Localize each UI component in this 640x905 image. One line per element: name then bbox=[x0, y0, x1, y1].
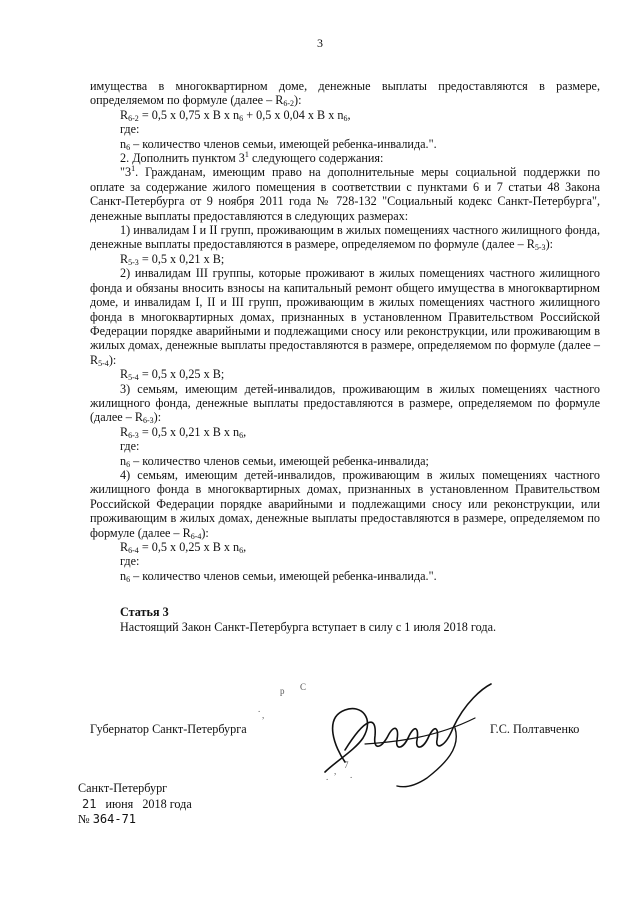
date-month: июня bbox=[105, 797, 134, 811]
svg-text:р: р bbox=[280, 686, 285, 696]
article-heading: Статья 3 bbox=[120, 605, 169, 620]
governor-name: Г.С. Полтавченко bbox=[490, 722, 580, 736]
page-number: 3 bbox=[317, 36, 323, 50]
date-day: 21 bbox=[82, 797, 97, 811]
svg-text:.: . bbox=[350, 770, 353, 780]
paragraph: $n_6$ – количество членов семьи, имеющей ребенка-инвалида; bbox=[120, 453, 429, 469]
paragraph: $n_6$ – количество членов семьи, имеющей ребенка-инвалида.". bbox=[120, 568, 437, 584]
paragraph: где: bbox=[120, 439, 140, 454]
date-year: 2018 года bbox=[142, 797, 192, 811]
paragraph: 1) инвалидам I и II групп, проживающим в жилых помещениях частного жилищного фонда, денежные выплаты предоставляются в размере, определяемом по формуле (далее – $R_{5-3}$): bbox=[90, 223, 600, 253]
paragraph: где: bbox=[120, 122, 140, 137]
signing-city: Санкт-Петербург bbox=[78, 781, 168, 795]
svg-text:.: . bbox=[326, 772, 329, 782]
svg-text:7: 7 bbox=[344, 760, 349, 770]
law-number-prefix: № bbox=[78, 812, 90, 826]
paragraph: $n_6$ – количество членов семьи, имеющей ребенка-инвалида.". bbox=[120, 136, 437, 152]
paragraph: 3) семьям, имеющим детей-инвалидов, проживающим в жилых помещениях частного жилищного фонда, денежные выплаты предоставляются в размере, определяемом по формуле (далее – $R_{6-3}$): bbox=[90, 381, 600, 426]
paragraph: $R_{6-3} = 0,5$ х 0,21 х В х $n_6$, bbox=[120, 424, 247, 440]
governor-signature bbox=[305, 678, 505, 798]
paragraph: 2. Дополнить пунктом $3^1$ следующего содержания: bbox=[120, 150, 384, 166]
document-body bbox=[90, 79, 600, 634]
paragraph: где: bbox=[120, 554, 140, 569]
governor-title: Губернатор Санкт-Петербурга bbox=[90, 722, 247, 736]
signing-date bbox=[82, 797, 192, 812]
paragraph: имущества в многоквартирном доме, денежные выплаты предоставляются в размере, определяемом по формуле (далее – $R_{6-2}$): bbox=[90, 79, 600, 109]
paragraph: "$3^1$. Гражданам, имеющим право на дополнительные меры социальной поддержки по оплате за содержание жилого помещения в соответствии с пунктами 6 и 7 статьи 48 Закона Санкт-Петербурга от 9 ноября 2011 года № 728-132 "Социальный кодекс Санкт-Петербурга", денежные выплаты предоставляются в следующих размерах: bbox=[90, 164, 600, 223]
paragraph: $R_{5-4} = 0,5$ х 0,25 х В; bbox=[120, 367, 225, 383]
law-number bbox=[78, 812, 136, 827]
svg-text:С: С bbox=[300, 682, 307, 692]
paragraph: $R_{6-2} = 0,5$ х 0,75 х В х $n_6 + 0,5$ х 0,04 х В х $n_6$, bbox=[120, 107, 351, 123]
paragraph: $R_{5-3} = 0,5$ х 0,21 х В; bbox=[120, 251, 225, 267]
svg-text:,: , bbox=[334, 766, 337, 776]
svg-text:,: , bbox=[262, 710, 265, 720]
paragraph: 4) семьям, имеющим детей-инвалидов, проживающим в жилых помещениях частного жилищного фонда в многоквартирных домах, признанных в установленном Правительством Российской Федерации порядке аварийными и подлежащими сносу или реконструкции, или проживающим в жилых домах, денежные выплаты предоставляются в размере, определяемом по формуле (далее – $R_{6-4}$): bbox=[90, 467, 600, 541]
paragraph: Настоящий Закон Санкт-Петербурга вступает в силу с 1 июля 2018 года. bbox=[120, 619, 497, 634]
svg-text:.: . bbox=[258, 704, 261, 714]
paragraph: $R_{6-4} = 0,5$ х 0,25 х В х $n_6$, bbox=[120, 540, 247, 555]
law-number-value: 364-71 bbox=[92, 812, 137, 826]
paragraph: 2) инвалидам III группы, которые проживают в жилых помещениях частного жилищного фонда и обязаны вносить взносы на капитальный ремонт общего имущества в многоквартирном доме, и инвалидам I, II и III групп, проживающим в жилых помещениях частного жилищного фонда в многоквартирных домах, признанных в установленном Правительством Российской Федерации порядке аварийными и подлежащими сносу или реконструкции, или проживающим в жилых домах, денежные выплаты предоставляются в размере, определяемом по формуле (далее – $R_{5-4}$): bbox=[90, 266, 600, 368]
